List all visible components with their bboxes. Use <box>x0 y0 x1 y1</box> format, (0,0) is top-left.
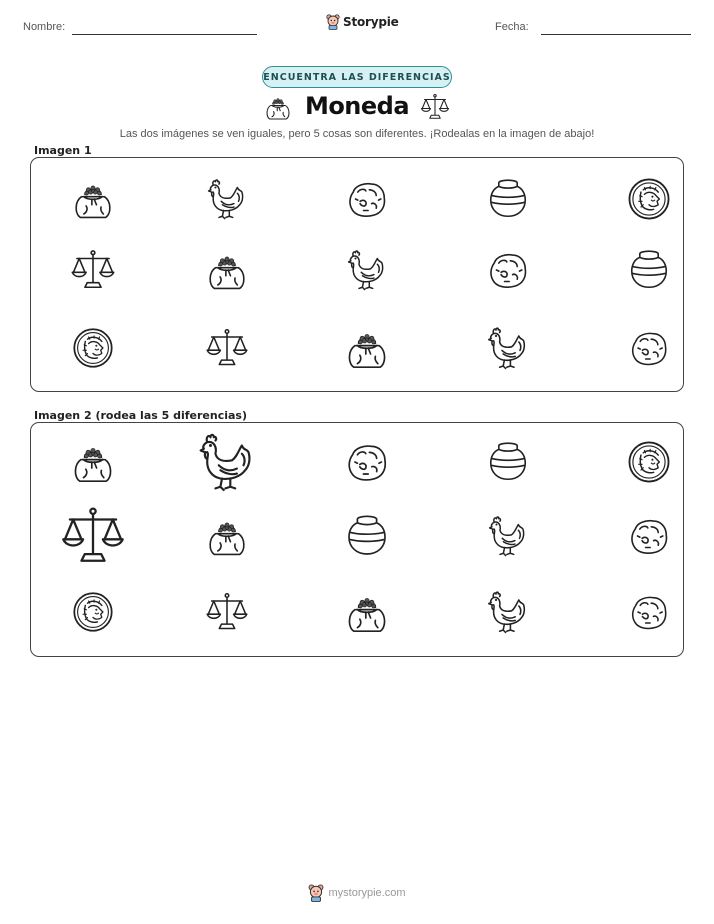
rock-icon[interactable] <box>627 590 671 634</box>
title-pill: ENCUENTRA LAS DIFERENCIAS <box>262 66 452 88</box>
rock-icon <box>344 176 390 222</box>
page-title: Moneda <box>304 92 410 120</box>
balance-scale-icon <box>70 247 116 293</box>
title-row <box>0 92 714 124</box>
clay-pot-icon <box>485 176 531 222</box>
balance-scale-icon <box>420 92 450 122</box>
rock-icon <box>485 247 531 293</box>
rock-icon[interactable] <box>343 438 391 486</box>
panel1-label: Imagen 1 <box>34 144 92 157</box>
balance-scale-icon[interactable] <box>60 503 126 569</box>
hen-icon[interactable] <box>485 513 531 559</box>
hen-icon <box>204 176 250 222</box>
name-label: Nombre: <box>23 21 66 33</box>
coin-bag-icon <box>204 247 250 293</box>
hen-icon <box>344 247 390 293</box>
hen-icon[interactable] <box>194 429 260 495</box>
coin-bag-icon[interactable] <box>204 513 250 559</box>
bear-logo-icon <box>308 884 324 902</box>
clay-pot-icon[interactable] <box>343 512 391 560</box>
coin-bag-icon <box>70 176 116 222</box>
panel2-label: Imagen 2 (rodea las 5 diferencias) <box>34 409 248 422</box>
date-line[interactable] <box>541 34 691 35</box>
date-label: Fecha: <box>495 21 529 33</box>
brand-logo <box>326 14 399 30</box>
footer-site: mystorypie.com <box>328 887 406 899</box>
lion-coin-icon[interactable] <box>626 439 672 485</box>
image-1-panel <box>30 157 684 392</box>
footer <box>0 884 714 902</box>
rock-icon <box>627 326 671 370</box>
name-line[interactable] <box>72 34 257 35</box>
clay-pot-icon <box>626 247 672 293</box>
bear-logo-icon <box>326 14 340 30</box>
instructions: Las dos imágenes se ven iguales, pero 5 cosas son diferentes. ¡Rodealas en la imagen de abajo! <box>119 128 595 140</box>
worksheet-header <box>0 14 714 44</box>
rock-icon[interactable] <box>626 513 672 559</box>
coin-bag-icon[interactable] <box>69 438 117 486</box>
lion-coin-icon <box>626 176 672 222</box>
coin-bag-icon[interactable] <box>343 588 391 636</box>
lion-coin-icon[interactable] <box>71 590 115 634</box>
image-2-panel[interactable] <box>30 422 684 657</box>
balance-scale-icon <box>205 326 249 370</box>
balance-scale-icon[interactable] <box>205 590 249 634</box>
hen-icon[interactable] <box>484 588 532 636</box>
brand-name: Storypie <box>343 15 399 29</box>
coin-bag-icon <box>263 92 293 122</box>
hen-icon <box>484 324 532 372</box>
coin-bag-icon <box>343 324 391 372</box>
clay-pot-icon[interactable] <box>485 439 531 485</box>
lion-coin-icon <box>71 326 115 370</box>
